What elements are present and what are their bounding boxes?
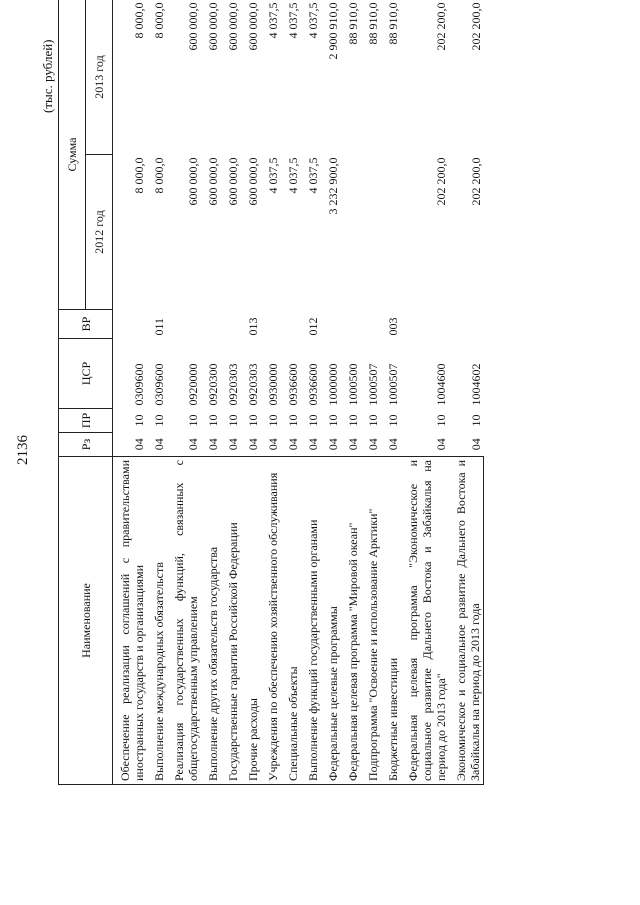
table-header	[59, 0, 113, 785]
cell-rz: 04	[386, 438, 400, 451]
cell-rz: 04	[434, 438, 448, 451]
cell-y2012: 8 000,0	[132, 157, 146, 194]
cell-vr: 003	[386, 317, 400, 336]
table-row	[261, 0, 281, 785]
header-year-2012: 2012 год	[86, 155, 113, 310]
cell-name: Учреждения по обеспечению хозяйственного обслуживания	[261, 457, 281, 785]
header-pr: ПР	[59, 409, 113, 433]
cell-rz: 04	[286, 438, 300, 451]
cell-csr: 1004600	[434, 363, 448, 406]
cell-rz: 04	[226, 438, 240, 451]
table-row	[301, 0, 321, 785]
cell-name: Федеральные целевые программы	[321, 457, 341, 785]
cell-y2013: 88 910,0	[346, 2, 360, 45]
cell-rz: 04	[186, 438, 200, 451]
cell-pr: 10	[266, 414, 280, 427]
cell-csr: 1000000	[326, 363, 340, 406]
table-row	[241, 0, 261, 785]
cell-vr	[221, 310, 241, 339]
cell-y2013: 2 900 910,0	[326, 2, 340, 60]
cell-y2013: 8 000,0	[152, 2, 166, 39]
table-row	[361, 0, 381, 785]
cell-name: Реализация государственных функций, связанных с общегосударственным управлением	[167, 457, 201, 785]
cell-pr: 10	[434, 414, 448, 427]
cell-name: Государственные гарантии Российской Федерации	[221, 457, 241, 785]
cell-pr: 10	[226, 414, 240, 427]
cell-vr	[321, 310, 341, 339]
cell-rz: 04	[366, 438, 380, 451]
cell-csr: 0936600	[306, 363, 320, 406]
header-sum: Сумма	[59, 0, 86, 310]
cell-rz: 04	[246, 438, 260, 451]
cell-vr	[361, 310, 381, 339]
cell-csr: 0920303	[226, 363, 240, 406]
cell-y2012: 4 037,5	[266, 157, 280, 194]
page-number: 2136	[15, 435, 31, 465]
header-rz: Рз	[59, 433, 113, 457]
cell-y2012	[361, 155, 381, 310]
cell-csr: 0920303	[246, 363, 260, 406]
cell-name: Прочие расходы	[241, 457, 261, 785]
cell-y2012: 202 200,0	[468, 157, 483, 206]
cell-pr: 10	[132, 414, 146, 427]
cell-y2012	[341, 155, 361, 310]
cell-y2013: 600 000,0	[246, 2, 260, 51]
header-name: Наименование	[59, 457, 113, 785]
cell-csr: 0309600	[132, 363, 146, 406]
cell-rz: 04	[206, 438, 220, 451]
cell-pr: 10	[246, 414, 260, 427]
cell-vr	[449, 310, 484, 339]
cell-name: Подпрограмма "Освоение и использование Арктики"	[361, 457, 381, 785]
cell-rz: 04	[266, 438, 280, 451]
cell-y2012	[381, 155, 401, 310]
cell-pr: 10	[206, 414, 220, 427]
cell-vr: 013	[246, 317, 260, 336]
cell-y2013: 202 200,0	[468, 2, 483, 51]
header-vr: ВР	[59, 310, 113, 339]
cell-csr: 1000507	[366, 363, 380, 406]
cell-y2013: 88 910,0	[386, 2, 400, 45]
cell-pr: 10	[306, 414, 320, 427]
cell-csr: 1004602	[468, 363, 483, 406]
cell-vr	[167, 310, 201, 339]
cell-y2013: 4 037,5	[306, 2, 320, 39]
cell-vr	[401, 310, 449, 339]
cell-pr: 10	[186, 414, 200, 427]
cell-vr	[341, 310, 361, 339]
table-row	[221, 0, 241, 785]
cell-vr	[201, 310, 221, 339]
units-label: (тыс. рублей)	[40, 39, 55, 113]
cell-name: Обеспечение реализации соглашений с правительствами иностранных государств и организациями	[113, 457, 148, 785]
table-body	[113, 0, 484, 785]
cell-y2013: 88 910,0	[366, 2, 380, 45]
cell-vr: 012	[306, 317, 320, 336]
cell-rz: 04	[468, 438, 483, 451]
cell-y2012: 600 000,0	[226, 157, 240, 206]
table-row	[147, 0, 167, 785]
cell-pr: 10	[152, 414, 166, 427]
header-year-2013: 2013 год	[86, 0, 113, 155]
cell-y2012: 202 200,0	[434, 157, 448, 206]
cell-pr: 10	[468, 414, 483, 427]
table-row	[167, 0, 201, 785]
cell-rz: 04	[326, 438, 340, 451]
table-row	[341, 0, 361, 785]
cell-name: Федеральная целевая программа "Экономическое и социальное развитие Дальнего Востока и Забайкалья на период до 2013 года"	[401, 457, 449, 785]
cell-y2012: 600 000,0	[206, 157, 220, 206]
cell-rz: 04	[132, 438, 146, 451]
cell-csr: 1000500	[346, 363, 360, 406]
cell-name: Выполнение международных обязательств	[147, 457, 167, 785]
cell-pr: 10	[286, 414, 300, 427]
cell-y2012: 4 037,5	[286, 157, 300, 194]
cell-y2013: 600 000,0	[186, 2, 200, 51]
table-row	[401, 0, 449, 785]
cell-csr: 0309600	[152, 363, 166, 406]
table-row	[281, 0, 301, 785]
cell-y2012: 4 037,5	[306, 157, 320, 194]
table-row	[201, 0, 221, 785]
table-row	[113, 0, 148, 785]
cell-name: Специальные объекты	[281, 457, 301, 785]
cell-csr: 0930000	[266, 363, 280, 406]
cell-name: Экономическое и социальное развитие Дальнего Востока и Забайкалья на период до 2013 года	[449, 457, 484, 785]
cell-pr: 10	[346, 414, 360, 427]
cell-vr	[261, 310, 281, 339]
cell-csr: 1000507	[386, 363, 400, 406]
header-csr: ЦСР	[59, 339, 113, 409]
cell-y2013: 202 200,0	[434, 2, 448, 51]
cell-pr: 10	[386, 414, 400, 427]
budget-table	[58, 0, 484, 785]
cell-y2013: 4 037,5	[286, 2, 300, 39]
cell-name: Федеральная целевая программа "Мировой океан"	[341, 457, 361, 785]
table-row	[321, 0, 341, 785]
cell-y2012: 3 232 900,0	[326, 157, 340, 215]
table-row	[449, 0, 484, 785]
cell-y2013: 600 000,0	[226, 2, 240, 51]
cell-rz: 04	[306, 438, 320, 451]
cell-name: Выполнение других обязательств государства	[201, 457, 221, 785]
cell-rz: 04	[346, 438, 360, 451]
cell-csr: 0936600	[286, 363, 300, 406]
cell-name: Бюджетные инвестиции	[381, 457, 401, 785]
cell-y2012: 600 000,0	[246, 157, 260, 206]
cell-pr: 10	[366, 414, 380, 427]
cell-pr: 10	[326, 414, 340, 427]
table-row	[381, 0, 401, 785]
cell-csr: 0920000	[186, 363, 200, 406]
cell-name: Выполнение функций государственными органами	[301, 457, 321, 785]
cell-vr	[281, 310, 301, 339]
cell-rz: 04	[152, 438, 166, 451]
cell-y2012: 600 000,0	[186, 157, 200, 206]
cell-y2013: 600 000,0	[206, 2, 220, 51]
cell-vr: 011	[152, 317, 166, 336]
cell-y2012: 8 000,0	[152, 157, 166, 194]
cell-y2013: 4 037,5	[266, 2, 280, 39]
cell-vr	[113, 310, 148, 339]
cell-y2013: 8 000,0	[132, 2, 146, 39]
cell-csr: 0920300	[206, 363, 220, 406]
